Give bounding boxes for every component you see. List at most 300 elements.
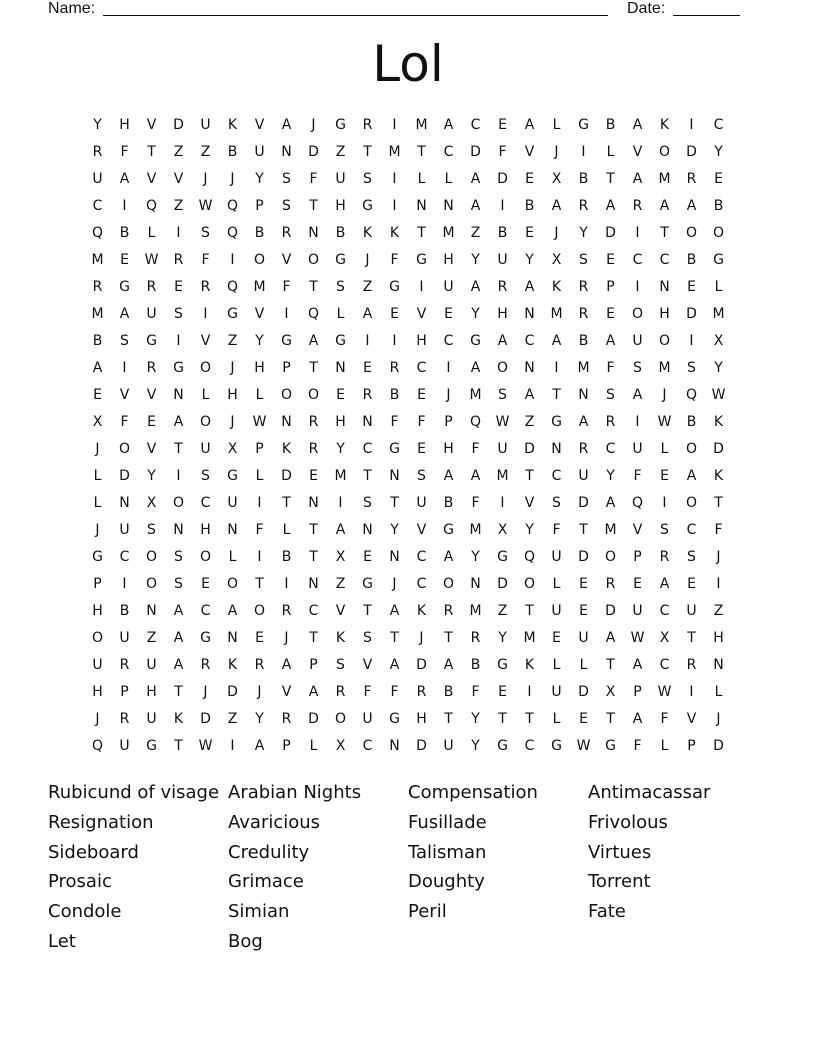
grid-letter: F — [201, 252, 210, 268]
grid-letter: M — [388, 144, 401, 160]
grid-letter: O — [172, 495, 185, 511]
grid-letter: Y — [498, 630, 507, 646]
grid-letter: L — [552, 711, 561, 727]
grid-letter: C — [551, 468, 562, 484]
grid-letter: I — [176, 333, 181, 349]
grid-letter: Y — [471, 306, 480, 322]
grid-letter: V — [146, 441, 157, 457]
grid-letter: L — [606, 144, 615, 160]
grid-letter: V — [281, 252, 292, 268]
grid-letter: B — [389, 387, 400, 403]
grid-letter: D — [227, 684, 238, 700]
grid-letter: T — [390, 495, 399, 511]
grid-letter: M — [253, 279, 266, 295]
grid-letter: A — [605, 333, 616, 349]
grid-letter: R — [605, 576, 616, 592]
word-bank-item: Sideboard — [48, 841, 139, 863]
grid-letter: C — [470, 117, 481, 133]
grid-letter: F — [471, 684, 480, 700]
grid-letter: B — [470, 657, 481, 673]
grid-letter: U — [686, 603, 697, 619]
grid-letter: B — [686, 252, 697, 268]
grid-letter: T — [309, 630, 318, 646]
grid-letter: U — [335, 171, 346, 187]
grid-letter: T — [174, 738, 183, 754]
grid-letter: M — [469, 387, 482, 403]
grid-letter: O — [685, 441, 698, 457]
grid-letter: O — [685, 495, 698, 511]
grid-letter: V — [416, 522, 427, 538]
grid-letter: I — [392, 117, 397, 133]
grid-letter: R — [686, 657, 697, 673]
grid-letter: D — [686, 306, 697, 322]
grid-letter: D — [578, 549, 589, 565]
grid-letter: S — [606, 387, 615, 403]
grid-letter: U — [632, 603, 643, 619]
grid-letter: V — [416, 306, 427, 322]
grid-letter: Q — [226, 225, 239, 241]
grid-letter: W — [144, 252, 159, 268]
grid-letter: L — [714, 279, 723, 295]
grid-letter: E — [201, 576, 210, 592]
grid-letter: I — [419, 279, 424, 295]
grid-letter: K — [362, 225, 373, 241]
grid-letter: U — [551, 684, 562, 700]
grid-letter: L — [552, 117, 561, 133]
grid-letter: M — [469, 603, 482, 619]
grid-letter: A — [524, 279, 535, 295]
grid-letter: R — [497, 279, 508, 295]
word-bank-item: Talisman — [408, 841, 487, 863]
grid-letter: E — [498, 117, 507, 133]
grid-letter: G — [281, 333, 292, 349]
grid-letter: O — [91, 630, 104, 646]
grid-letter: C — [200, 495, 211, 511]
grid-letter: U — [92, 171, 103, 187]
grid-letter: X — [551, 171, 562, 187]
grid-letter: H — [335, 414, 346, 430]
grid-letter: H — [713, 630, 724, 646]
grid-letter: R — [389, 360, 400, 376]
word-bank-item: Rubicund of visage — [48, 782, 220, 803]
grid-letter: F — [714, 522, 723, 538]
grid-letter: Z — [335, 576, 346, 592]
grid-letter: T — [525, 468, 534, 484]
grid-letter: M — [442, 225, 455, 241]
grid-letter: D — [686, 144, 697, 160]
grid-letter: F — [552, 522, 561, 538]
grid-letter: Y — [147, 468, 156, 484]
word-bank-item: Grimace — [228, 871, 304, 893]
grid-letter: A — [686, 198, 697, 214]
grid-letter: H — [146, 684, 157, 700]
grid-letter: J — [365, 252, 370, 268]
grid-letter: I — [500, 198, 505, 214]
grid-letter: D — [578, 684, 589, 700]
grid-letter: G — [416, 252, 427, 268]
grid-letter: H — [659, 306, 670, 322]
grid-letter: S — [201, 468, 210, 484]
grid-letter: L — [228, 549, 237, 565]
grid-letter: T — [309, 198, 318, 214]
grid-letter: E — [390, 306, 399, 322]
grid-letter: J — [95, 441, 100, 457]
grid-letter: S — [147, 522, 156, 538]
grid-letter: J — [716, 549, 721, 565]
grid-letter: T — [174, 684, 183, 700]
grid-letter: I — [554, 360, 559, 376]
grid-letter: G — [713, 252, 724, 268]
grid-letter: Y — [336, 441, 345, 457]
grid-letter: X — [146, 495, 157, 511]
grid-letter: J — [257, 684, 262, 700]
grid-letter: R — [173, 252, 184, 268]
grid-letter: N — [659, 279, 670, 295]
grid-letter: F — [471, 495, 480, 511]
grid-letter: S — [201, 225, 210, 241]
grid-letter: Q — [91, 225, 104, 241]
grid-letter: Q — [685, 387, 698, 403]
grid-letter: M — [415, 117, 428, 133]
grid-letter: Y — [255, 333, 264, 349]
grid-letter: A — [470, 198, 481, 214]
grid-letter: J — [95, 711, 100, 727]
grid-letter: J — [95, 522, 100, 538]
grid-letter: W — [657, 414, 672, 430]
grid-letter: F — [633, 738, 642, 754]
grid-letter: C — [659, 603, 670, 619]
grid-letter: N — [389, 549, 400, 565]
grid-letter: I — [392, 333, 397, 349]
grid-letter: U — [443, 279, 454, 295]
grid-letter: T — [309, 360, 318, 376]
grid-letter: A — [605, 495, 616, 511]
grid-letter: Y — [714, 144, 723, 160]
grid-letter: U — [551, 603, 562, 619]
grid-letter: Z — [227, 333, 238, 349]
grid-letter: Z — [173, 198, 184, 214]
grid-letter: M — [334, 468, 347, 484]
grid-letter: D — [119, 468, 130, 484]
grid-letter: T — [309, 279, 318, 295]
grid-letter: Y — [255, 171, 264, 187]
grid-letter: L — [255, 468, 264, 484]
grid-letter: P — [282, 738, 291, 754]
grid-letter: K — [335, 630, 346, 646]
grid-letter: O — [307, 387, 320, 403]
grid-letter: I — [338, 495, 343, 511]
grid-letter: O — [199, 549, 212, 565]
grid-letter: D — [497, 576, 508, 592]
grid-letter: B — [443, 495, 454, 511]
grid-letter: X — [659, 630, 670, 646]
grid-letter: T — [363, 468, 372, 484]
grid-letter: Z — [497, 603, 508, 619]
grid-letter: A — [443, 549, 454, 565]
grid-letter: L — [336, 306, 345, 322]
grid-letter: S — [633, 360, 642, 376]
grid-letter: T — [525, 603, 534, 619]
grid-letter: A — [605, 630, 616, 646]
grid-letter: A — [470, 171, 481, 187]
grid-letter: I — [203, 306, 208, 322]
grid-letter: A — [173, 603, 184, 619]
grid-letter: K — [551, 279, 562, 295]
grid-letter: V — [254, 306, 265, 322]
grid-letter: I — [257, 495, 262, 511]
grid-letter: T — [552, 387, 561, 403]
grid-letter: T — [282, 495, 291, 511]
grid-letter: A — [605, 198, 616, 214]
grid-letter: M — [658, 171, 671, 187]
grid-letter: F — [390, 414, 399, 430]
grid-letter: H — [227, 387, 238, 403]
grid-letter: T — [498, 711, 507, 727]
grid-letter: O — [658, 144, 671, 160]
grid-letter: N — [308, 576, 319, 592]
grid-letter: A — [632, 171, 643, 187]
grid-letter: O — [253, 252, 266, 268]
grid-letter: U — [119, 630, 130, 646]
grid-letter: Y — [471, 738, 480, 754]
grid-letter: G — [146, 738, 157, 754]
grid-letter: D — [308, 711, 319, 727]
name-blank-line — [103, 15, 608, 16]
grid-letter: C — [362, 738, 373, 754]
grid-letter: T — [606, 657, 615, 673]
grid-letter: M — [712, 306, 725, 322]
grid-letter: J — [446, 387, 451, 403]
grid-letter: D — [524, 441, 535, 457]
grid-letter: K — [173, 711, 184, 727]
grid-letter: F — [363, 684, 372, 700]
grid-letter: N — [362, 522, 373, 538]
grid-letter: U — [497, 441, 508, 457]
grid-letter: C — [524, 333, 535, 349]
grid-letter: I — [176, 468, 181, 484]
grid-letter: U — [119, 522, 130, 538]
word-bank — [48, 778, 768, 957]
grid-letter: I — [122, 198, 127, 214]
grid-letter: E — [417, 387, 426, 403]
grid-letter: R — [146, 279, 157, 295]
grid-letter: W — [657, 684, 672, 700]
grid-letter: L — [552, 576, 561, 592]
word-bank-item: Simian — [228, 901, 290, 923]
grid-letter: E — [417, 441, 426, 457]
grid-letter: N — [524, 306, 535, 322]
grid-letter: Y — [471, 549, 480, 565]
grid-letter: E — [579, 711, 588, 727]
grid-letter: H — [92, 603, 103, 619]
grid-letter: Z — [362, 279, 373, 295]
grid-letter: D — [470, 144, 481, 160]
grid-letter: N — [146, 603, 157, 619]
grid-letter: D — [173, 117, 184, 133]
grid-letter: W — [198, 738, 213, 754]
grid-letter: N — [389, 468, 400, 484]
grid-letter: R — [578, 306, 589, 322]
grid-letter: R — [335, 684, 346, 700]
grid-letter: U — [416, 495, 427, 511]
grid-letter: O — [712, 225, 725, 241]
grid-letter: T — [309, 549, 318, 565]
grid-letter: X — [551, 252, 562, 268]
grid-letter: K — [713, 414, 724, 430]
grid-letter: J — [203, 171, 208, 187]
grid-letter: Q — [145, 198, 158, 214]
grid-letter: V — [524, 495, 535, 511]
grid-letter: L — [255, 387, 264, 403]
grid-letter: R — [119, 657, 130, 673]
grid-letter: K — [713, 468, 724, 484]
grid-letter: R — [281, 603, 292, 619]
grid-letter: G — [335, 117, 346, 133]
grid-letter: U — [497, 252, 508, 268]
grid-letter: G — [389, 441, 400, 457]
grid-letter: I — [257, 549, 262, 565]
grid-letter: T — [714, 495, 723, 511]
grid-letter: B — [254, 225, 265, 241]
grid-letter: U — [551, 549, 562, 565]
grid-letter: T — [147, 144, 156, 160]
grid-letter: N — [227, 630, 238, 646]
grid-letter: Y — [525, 522, 534, 538]
grid-letter: W — [198, 198, 213, 214]
grid-letter: E — [660, 468, 669, 484]
grid-letter: F — [309, 171, 318, 187]
grid-letter: L — [282, 522, 291, 538]
grid-letter: A — [632, 711, 643, 727]
grid-letter: A — [632, 657, 643, 673]
grid-letter: F — [255, 522, 264, 538]
grid-letter: S — [363, 495, 372, 511]
grid-letter: B — [443, 684, 454, 700]
grid-letter: U — [443, 738, 454, 754]
word-bank-item: Compensation — [408, 782, 538, 803]
grid-letter: V — [335, 603, 346, 619]
grid-letter: C — [200, 603, 211, 619]
grid-letter: P — [633, 684, 642, 700]
grid-letter: S — [687, 360, 696, 376]
grid-letter: I — [122, 360, 127, 376]
grid-letter: G — [497, 657, 508, 673]
grid-letter: L — [579, 657, 588, 673]
grid-letter: I — [230, 738, 235, 754]
grid-letter: V — [632, 522, 643, 538]
grid-letter: O — [496, 360, 509, 376]
grid-letter: A — [551, 333, 562, 349]
grid-letter: H — [92, 684, 103, 700]
grid-letter: I — [446, 360, 451, 376]
word-bank-item: Bog — [228, 930, 263, 952]
grid-letter: D — [605, 225, 616, 241]
grid-letter: B — [578, 333, 589, 349]
grid-letter: W — [711, 387, 726, 403]
grid-letter: Z — [470, 225, 481, 241]
grid-letter: N — [443, 198, 454, 214]
grid-letter: U — [146, 306, 157, 322]
grid-letter: N — [578, 387, 589, 403]
grid-letter: I — [284, 576, 289, 592]
grid-letter: X — [335, 549, 346, 565]
grid-letter: I — [284, 306, 289, 322]
word-bank-item: Antimacassar — [588, 782, 711, 803]
grid-letter: T — [363, 603, 372, 619]
grid-letter: I — [689, 333, 694, 349]
grid-letter: D — [308, 144, 319, 160]
word-search-grid — [84, 112, 732, 760]
word-bank-item: Torrent — [588, 871, 651, 893]
grid-letter: F — [390, 252, 399, 268]
grid-letter: F — [633, 468, 642, 484]
grid-letter: Z — [524, 414, 535, 430]
grid-letter: A — [92, 360, 103, 376]
grid-letter: P — [120, 684, 129, 700]
grid-letter: T — [606, 171, 615, 187]
grid-letter: A — [308, 684, 319, 700]
grid-letter: E — [255, 630, 264, 646]
grid-letter: J — [284, 630, 289, 646]
grid-letter: G — [389, 711, 400, 727]
grid-letter: A — [119, 306, 130, 322]
word-bank-item: Arabian Nights — [228, 782, 362, 803]
grid-letter: C — [713, 117, 724, 133]
grid-letter: N — [281, 144, 292, 160]
grid-letter: O — [226, 576, 239, 592]
grid-letter: H — [200, 522, 211, 538]
grid-letter: G — [227, 306, 238, 322]
grid-letter: V — [632, 144, 643, 160]
grid-letter: G — [578, 117, 589, 133]
word-bank-item: Doughty — [408, 871, 485, 893]
grid-letter: Y — [714, 360, 723, 376]
grid-letter: A — [389, 657, 400, 673]
grid-letter: L — [201, 387, 210, 403]
grid-letter: G — [200, 630, 211, 646]
grid-letter: A — [173, 630, 184, 646]
grid-letter: U — [200, 117, 211, 133]
grid-letter: J — [554, 225, 559, 241]
grid-letter: S — [282, 171, 291, 187]
grid-letter: I — [716, 576, 721, 592]
grid-letter: W — [630, 630, 645, 646]
grid-letter: U — [119, 738, 130, 754]
grid-letter: U — [254, 144, 265, 160]
grid-letter: J — [716, 711, 721, 727]
grid-letter: O — [145, 576, 158, 592]
grid-letter: C — [416, 576, 427, 592]
grid-letter: Z — [146, 630, 157, 646]
grid-letter: V — [524, 144, 535, 160]
grid-letter: M — [91, 252, 104, 268]
grid-letter: X — [713, 333, 724, 349]
grid-letter: S — [282, 198, 291, 214]
grid-letter: C — [92, 198, 103, 214]
grid-letter: I — [581, 144, 586, 160]
grid-letter: R — [470, 630, 481, 646]
grid-letter: Q — [523, 549, 536, 565]
grid-letter: O — [253, 603, 266, 619]
grid-letter: Y — [255, 711, 264, 727]
grid-letter: I — [392, 171, 397, 187]
grid-letter: S — [174, 306, 183, 322]
grid-letter: C — [416, 360, 427, 376]
grid-letter: R — [119, 711, 130, 727]
grid-letter: D — [200, 711, 211, 727]
grid-letter: H — [119, 117, 130, 133]
grid-letter: A — [470, 279, 481, 295]
